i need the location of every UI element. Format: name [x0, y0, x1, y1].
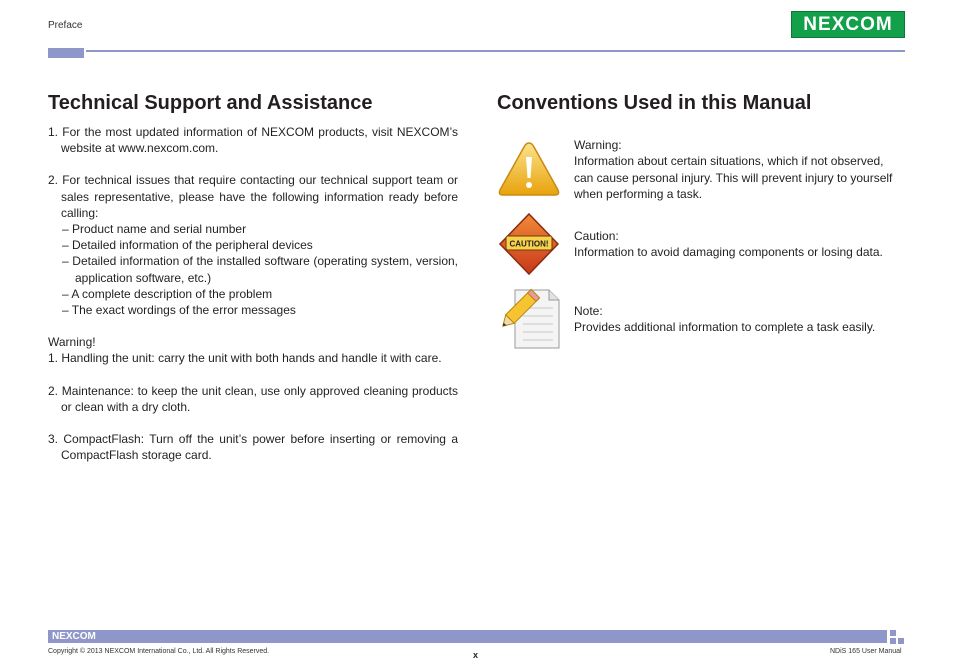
- header-accent-block: [48, 48, 84, 58]
- footer-bar: [48, 630, 887, 643]
- info-list-item: – Product name and serial number: [62, 222, 247, 237]
- note-label: Note:: [574, 304, 603, 318]
- info-list-item: – The exact wordings of the error messages: [62, 303, 296, 318]
- caution-label: Caution:: [574, 229, 619, 243]
- footer-square: [890, 638, 896, 644]
- warning-label: Warning:: [574, 138, 622, 152]
- info-list-item: – Detailed information of the installed software (operating system, version, application software, etc.): [62, 254, 458, 285]
- info-list-item: – A complete description of the problem: [62, 286, 273, 301]
- page-number: x: [473, 650, 479, 660]
- info-list-item: – Detailed information of the peripheral devices: [62, 238, 313, 253]
- technical-support-title: Technical Support and Assistance: [48, 92, 373, 114]
- warning-item: 3. CompactFlash: Turn off the unit’s power before inserting or removing a CompactFlash storage card.: [48, 432, 458, 463]
- support-item-2: 2. For technical issues that require contacting our technical support team or sales representative, please have the following information ready before calling:: [48, 173, 458, 220]
- warning-convention: [574, 137, 904, 202]
- technical-support-body: [48, 124, 458, 463]
- caution-description: Information to avoid damaging components or losing data.: [574, 245, 883, 260]
- header-rule: [86, 50, 905, 52]
- support-item-1: 1. For the most updated information of NEXCOM products, visit NEXCOM’s website at www.nexcom.com.: [48, 125, 458, 156]
- caution-sign-text: CAUTION!: [509, 239, 549, 249]
- warning-item: 2. Maintenance: to keep the unit clean, use only approved cleaning products or clean with a dry cloth.: [48, 383, 458, 414]
- warning-description: Information about certain situations, which if not observed, can cause personal injury. This will prevent injury to yourself when performing a task.: [574, 154, 893, 201]
- manual-name: NDiS 165 User Manual: [830, 648, 902, 655]
- caution-convention: [574, 228, 904, 261]
- warning-item: 1. Handling the unit: carry the unit with both hands and handle it with care.: [48, 351, 442, 366]
- footer-square: [890, 630, 896, 636]
- note-description: Provides additional information to complete a task easily.: [574, 320, 876, 335]
- conventions-title: Conventions Used in this Manual: [497, 92, 812, 114]
- warning-heading: Warning!: [48, 335, 96, 350]
- footer-square: [898, 638, 904, 644]
- logo-text: NEXCOM: [803, 14, 893, 35]
- note-convention: [574, 303, 904, 336]
- section-label: Preface: [48, 20, 83, 31]
- warning-triangle-icon: [497, 140, 561, 198]
- caution-sign-icon: [498, 212, 560, 276]
- nexcom-logo: [791, 11, 905, 38]
- footer-logo: NEXCOM: [52, 631, 96, 642]
- note-pencil-icon: [497, 286, 563, 352]
- copyright-text: Copyright © 2013 NEXCOM International Co., Ltd. All Rights Reserved.: [48, 648, 270, 655]
